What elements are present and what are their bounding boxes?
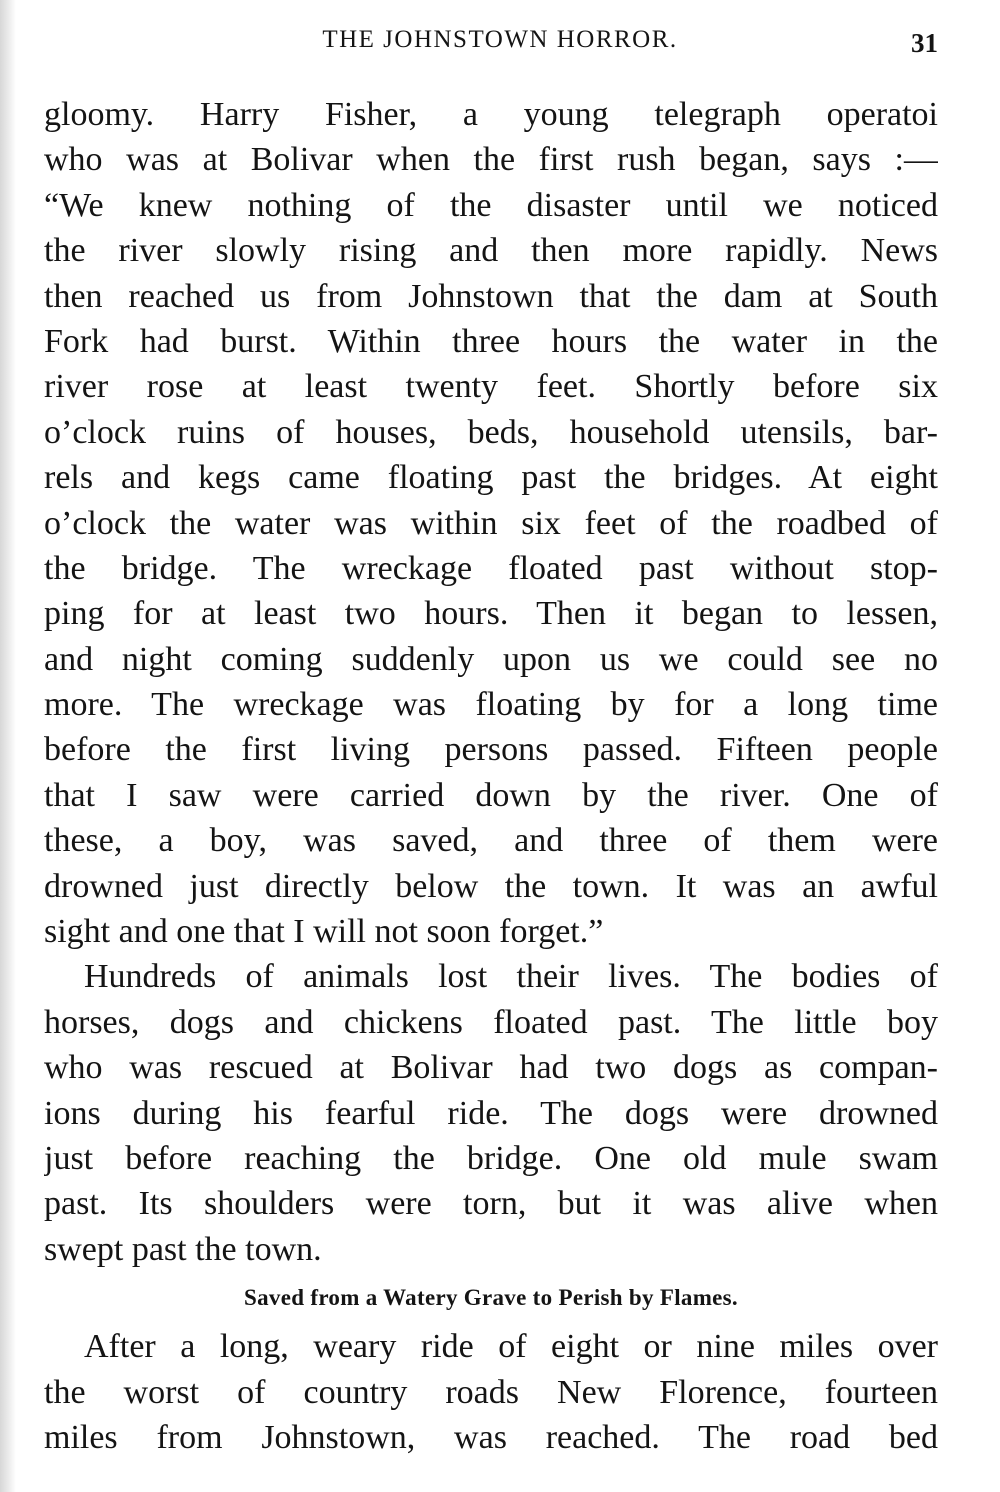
paragraph-animals — [44, 954, 938, 1272]
text-line: Fork had burst. Within three hours the water in the — [44, 322, 938, 360]
text-line: past. Its shoulders were torn, but it was alive when — [44, 1185, 938, 1223]
text-line: sight and one that I will not soon forget.” — [44, 913, 604, 951]
text-line: these, a boy, was saved, and three of them were — [44, 822, 938, 860]
text-line: and night coming suddenly upon us we could see no — [44, 640, 938, 678]
text-line: rels and kegs came floating past the bridges. At eight — [44, 459, 938, 497]
scan-edge-shadow — [0, 0, 16, 1492]
text-line: before the first living persons passed. Fifteen people — [44, 731, 938, 769]
text-line: o’clock ruins of houses, beds, household utensils, bar- — [44, 413, 938, 451]
text-line: the bridge. The wreckage floated past without stop- — [44, 549, 938, 587]
text-line: Hundreds of animals lost their lives. The bodies of — [84, 958, 938, 996]
text-line: o’clock the water was within six feet of the roadbed of — [44, 504, 938, 542]
text-line: swept past the town. — [44, 1230, 322, 1268]
text-line: just before reaching the bridge. One old mule swam — [44, 1139, 938, 1177]
page-header — [0, 26, 1000, 62]
running-head: THE JOHNSTOWN HORROR. — [322, 26, 678, 53]
text-line: river rose at least twenty feet. Shortly before six — [44, 368, 938, 406]
text-line: ping for at least two hours. Then it began to lessen, — [44, 595, 938, 633]
text-line: “We knew nothing of the disaster until we noticed — [44, 186, 938, 224]
text-line: gloomy. Harry Fisher, a young telegraph operatoi — [44, 96, 938, 133]
text-line: horses, dogs and chickens floated past. The little boy — [44, 1003, 938, 1041]
text-line: After a long, weary ride of eight or nine miles over — [84, 1328, 938, 1366]
page-body — [44, 92, 938, 1460]
text-line: the worst of country roads New Florence, fourteen — [44, 1373, 938, 1411]
text-line: who was rescued at Bolivar had two dogs as compan- — [44, 1049, 938, 1087]
text-line: drowned just directly below the town. It was an awful — [44, 867, 938, 905]
paragraph-quote — [44, 92, 938, 954]
text-line: the river slowly rising and then more rapidly. News — [44, 232, 938, 270]
text-line: miles from Johnstown, was reached. The road bed — [44, 1418, 938, 1456]
text-line: who was at Bolivar when the first rush began, says :— — [44, 141, 938, 179]
text-line: then reached us from Johnstown that the dam at South — [44, 277, 938, 315]
section-subheading: Saved from a Watery Grave to Perish by Flames. — [244, 1285, 738, 1311]
text-line: ions during his fearful ride. The dogs were drowned — [44, 1094, 938, 1132]
text-line: more. The wreckage was floating by for a long time — [44, 686, 938, 724]
text-line: that I saw were carried down by the river. One of — [44, 776, 938, 814]
page-number: 31 — [911, 28, 938, 58]
paragraph-new-florence — [44, 1324, 938, 1460]
